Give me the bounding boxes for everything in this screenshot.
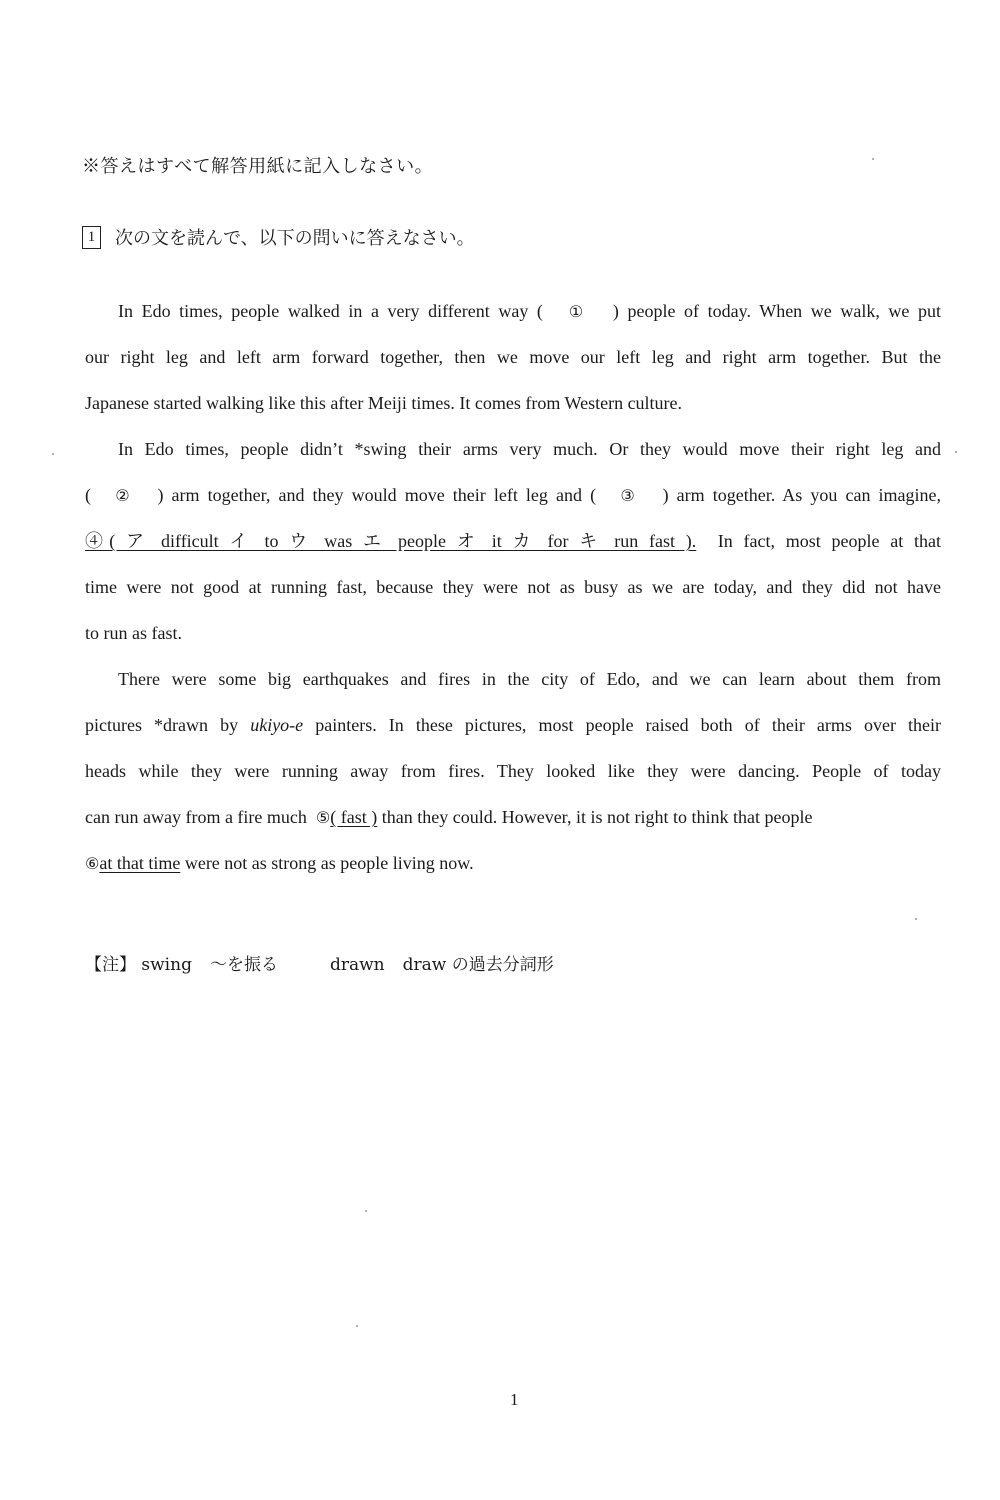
passage-line: [85, 482, 941, 508]
passage-line: to run as fast.: [85, 623, 182, 643]
passage-line: time were not good at running fast, because they were not as busy as we are today, and they did not have: [85, 577, 941, 597]
page-number: 1: [510, 1390, 519, 1409]
passage-line: [118, 298, 941, 324]
question-prompt: 次の文を読んで、以下の問いに答えなさい。: [115, 228, 475, 249]
passage-text: In Edo times, people walked in a very different way (: [118, 301, 543, 321]
notes-label: 【注】: [85, 955, 136, 975]
passage-line: In Edo times, people didn’t *swing their arms very much. Or they would move their right leg and: [118, 439, 941, 459]
note-term-swing: swing: [141, 955, 192, 975]
note-def-swing: ～を振る: [209, 955, 278, 975]
instruction-text: ※答えはすべて解答用紙に記入しなさい。: [82, 156, 434, 177]
scan-speck: [872, 158, 874, 160]
passage-line: [85, 528, 941, 554]
note-def-drawn: draw の過去分詞形: [402, 955, 554, 975]
passage-text: pictures *drawn by: [85, 715, 239, 735]
passage-text: painters. In these pictures, most people raised both of their arms over their: [315, 715, 942, 735]
scan-speck: [52, 453, 54, 455]
passage-line: heads while they were running away from fires. They looked like they were dancing. People of today: [85, 761, 941, 781]
blank-marker-2: ②: [115, 486, 134, 505]
note-term-drawn: drawn: [329, 955, 385, 975]
blank-marker-1: ①: [568, 302, 588, 321]
passage-line: [85, 804, 925, 830]
passage-text: can run away from a fire much: [85, 807, 307, 827]
underlined-fast: ( fast ): [330, 807, 378, 827]
underlined-at-that-time: at that time: [99, 853, 181, 873]
passage-line: There were some big earthquakes and fires in the city of Edo, and we can learn about them from: [118, 669, 941, 689]
passage-text: than they could. However, it is not right to think that people: [381, 807, 813, 827]
question-marker-5: ⑤: [315, 808, 331, 827]
passage-text: ) arm together, and they would move their left leg and (: [157, 485, 597, 505]
scan-speck: [955, 451, 957, 453]
ukiyoe-term: ukiyo-e: [250, 715, 304, 735]
question-marker-6: ⑥: [85, 854, 100, 873]
question-header: [82, 224, 475, 250]
passage-text: In fact, most people at that: [717, 531, 942, 551]
scan-speck: [365, 1210, 367, 1212]
passage-text: ) arm together. As you can imagine,: [662, 485, 942, 505]
passage-line: [85, 850, 941, 876]
question-number-box: 1: [82, 226, 101, 249]
passage-text: ) people of today. When we walk, we put: [612, 301, 941, 321]
passage-line: our right leg and left arm forward together, then we move our left leg and right arm together. But the: [85, 347, 941, 367]
passage-line: [85, 712, 941, 738]
scan-speck: [356, 1325, 358, 1327]
blank-marker-3: ③: [620, 486, 639, 505]
notes: [85, 950, 554, 975]
passage-text: were not as strong as people living now.: [184, 853, 474, 873]
passage-text: (: [85, 485, 91, 505]
scan-speck: [915, 918, 917, 920]
passage-line: Japanese started walking like this after Meiji times. It comes from Western culture.: [85, 393, 683, 413]
reorder-question-4: ④( ア difficult イ to ウ was エ people オ it カ for キ run fast ).: [85, 531, 697, 551]
